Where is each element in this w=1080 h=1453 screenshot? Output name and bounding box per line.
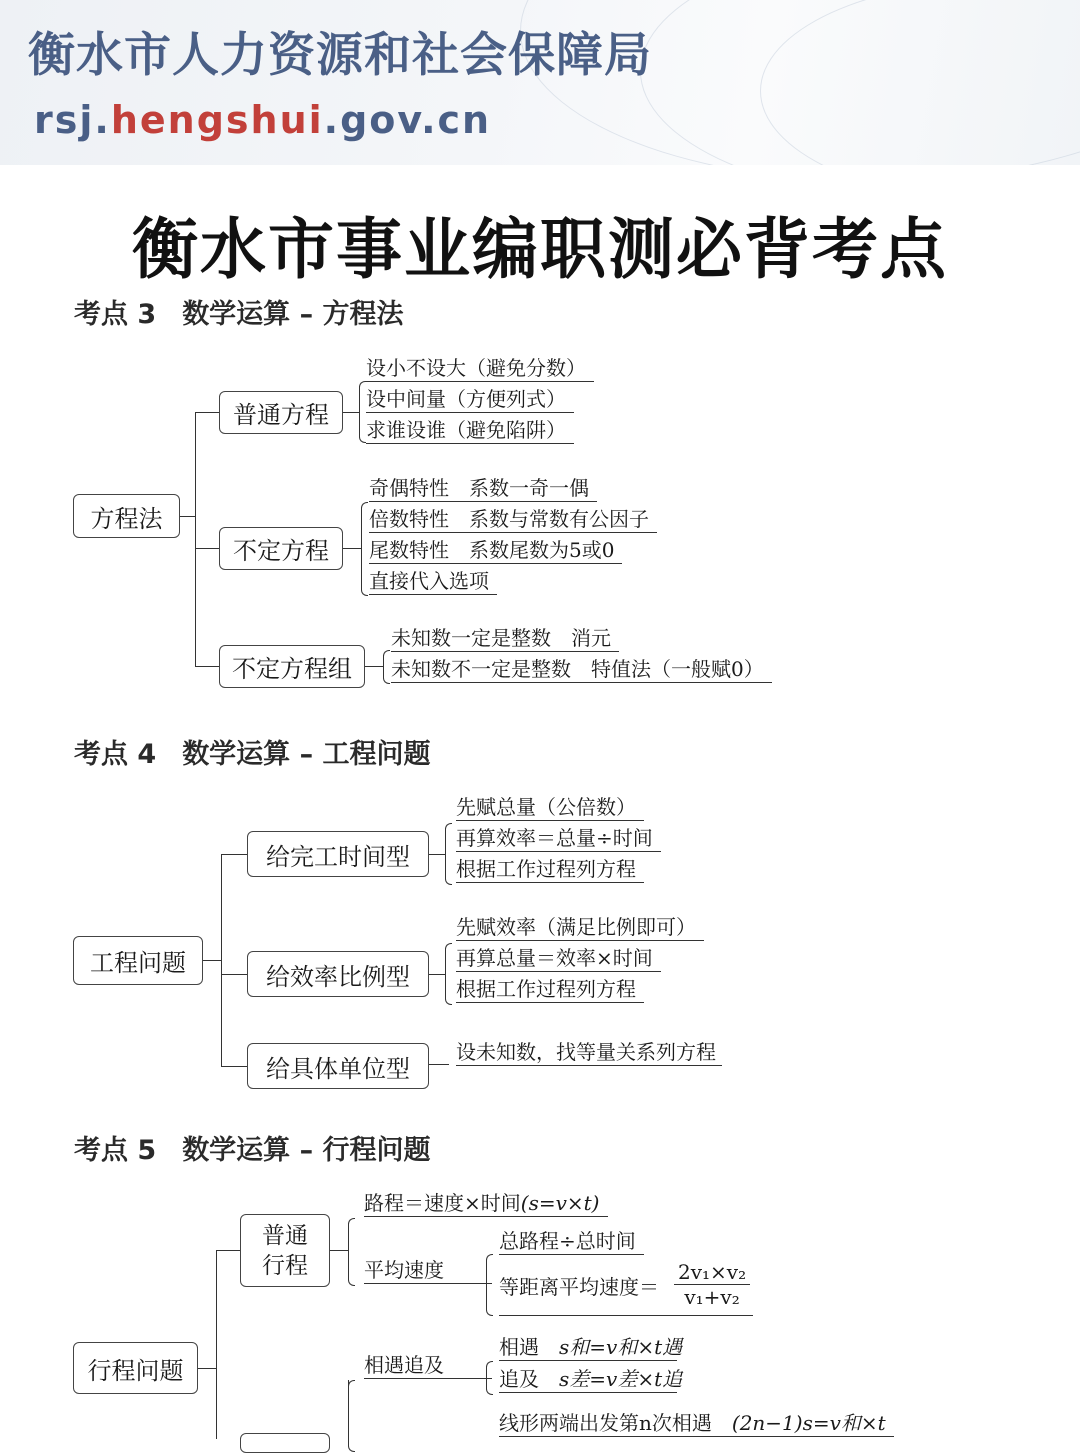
leaf-item: 总路程÷总时间 (499, 1228, 644, 1255)
leaf-text: 路程＝速度×时间 (364, 1191, 521, 1215)
leaf-item: 设中间量（方便列式） (366, 386, 574, 413)
leaf-item: 设小不设大（避免分数） (366, 355, 594, 382)
leaf-item: 未知数不一定是整数 特值法（一般赋0） (391, 656, 772, 683)
bracket (486, 1361, 493, 1395)
org-name: 衡水市人力资源和社会保障局 (28, 28, 652, 83)
branch-node: 不定方程组 (219, 645, 365, 688)
avg-speed-fraction (674, 1260, 750, 1309)
connector (429, 854, 445, 855)
site-header (0, 0, 1080, 165)
section-number: 考点 5 (74, 1135, 157, 1166)
connector (195, 412, 196, 666)
url-prefix: rsj. (34, 98, 111, 142)
formula-text: s和=v和×t遇 (559, 1335, 683, 1359)
leaf-item: 直接代入选项 (369, 568, 497, 595)
section-heading (74, 292, 404, 331)
connector (365, 666, 383, 667)
leaf-item: 未知数一定是整数 消元 (391, 625, 619, 652)
root-node: 方程法 (73, 494, 180, 538)
section-name: 数学运算 – 行程问题 (182, 1135, 431, 1166)
url-suffix: .gov.cn (323, 98, 492, 142)
leaf-item: 先赋效率（满足比例即可） (456, 914, 704, 941)
connector (429, 974, 445, 975)
bracket (486, 1254, 493, 1316)
connector (195, 548, 219, 549)
section-number: 考点 3 (74, 299, 157, 330)
connector (195, 412, 219, 413)
chase-row (499, 1366, 683, 1393)
bracket (348, 1380, 355, 1452)
leaf-item: 倍数特性 系数与常数有公因子 (369, 506, 657, 533)
root-node: 行程问题 (73, 1342, 198, 1394)
connector (221, 854, 247, 855)
bracket (445, 823, 452, 885)
decorative-swirl (760, 0, 1080, 165)
fraction-numerator: 2v₁×v₂ (674, 1260, 750, 1285)
formula-text: s差=v差×t追 (559, 1367, 683, 1391)
branch-node: 给效率比例型 (247, 951, 429, 997)
bracket (348, 1218, 355, 1286)
bracket (361, 502, 368, 596)
leaf-item: 根据工作过程列方程 (456, 856, 644, 883)
branch-node: 普通方程 (219, 391, 343, 434)
connector (195, 666, 219, 667)
leaf-item: 平均速度 (364, 1257, 492, 1284)
section-name: 数学运算 – 方程法 (182, 299, 404, 330)
bracket (445, 943, 452, 1005)
branch-node: 给具体单位型 (247, 1043, 429, 1089)
leaf-item: 相遇追及 (364, 1352, 492, 1379)
document-title: 衡水市事业编职测必背考点 (132, 211, 948, 288)
site-url[interactable] (34, 98, 491, 142)
connector (429, 1064, 449, 1065)
bracket (383, 650, 390, 684)
leaf-text: 线形两端出发第n次相遇 (499, 1411, 712, 1435)
branch-node: 普通行程 (240, 1214, 330, 1287)
connector (343, 412, 359, 413)
leaf-item: 先赋总量（公倍数） (456, 794, 644, 821)
connector (221, 974, 247, 975)
section-heading (74, 732, 431, 771)
root-node: 工程问题 (73, 936, 203, 985)
url-middle: hengshui (110, 98, 324, 142)
leaf-item: 根据工作过程列方程 (456, 976, 644, 1003)
connector (203, 960, 221, 961)
connector (216, 1250, 217, 1439)
leaf-item: 再算效率＝总量÷时间 (456, 825, 661, 852)
connector (221, 854, 222, 1066)
fraction-denominator: v₁+v₂ (684, 1285, 740, 1309)
underline (499, 1315, 753, 1316)
leaf-text: 追及 (499, 1367, 539, 1391)
connector (198, 1368, 216, 1369)
leaf-item: 奇偶特性 系数一奇一偶 (369, 475, 597, 502)
section-heading (74, 1128, 431, 1167)
connector (180, 516, 195, 517)
formula-distance (364, 1190, 608, 1217)
section-number: 考点 4 (74, 739, 157, 770)
leaf-item: 设未知数，找等量关系列方程 (456, 1039, 722, 1066)
leaf-item: 求谁设谁（避免陷阱） (366, 417, 574, 444)
connector (221, 1066, 247, 1067)
leaf-item: 尾数特性 系数尾数为5或0 (369, 537, 622, 564)
meet-row (499, 1334, 683, 1361)
branch-node: 给完工时间型 (247, 831, 429, 877)
leaf-item: 等距离平均速度＝ (499, 1275, 659, 1299)
connector (343, 548, 361, 549)
leaf-text: 相遇 (499, 1335, 539, 1359)
bracket (359, 381, 366, 443)
formula-text: (2n−1)s=v和×t (731, 1411, 886, 1435)
section-name: 数学运算 – 工程问题 (182, 739, 431, 770)
nth-meet-row (499, 1410, 894, 1437)
formula-text: (s=v×t) (520, 1191, 600, 1215)
branch-node-partial (240, 1433, 330, 1453)
branch-node: 不定方程 (219, 527, 343, 570)
connector (216, 1250, 240, 1251)
leaf-item: 再算总量＝效率×时间 (456, 945, 661, 972)
connector (330, 1250, 348, 1251)
